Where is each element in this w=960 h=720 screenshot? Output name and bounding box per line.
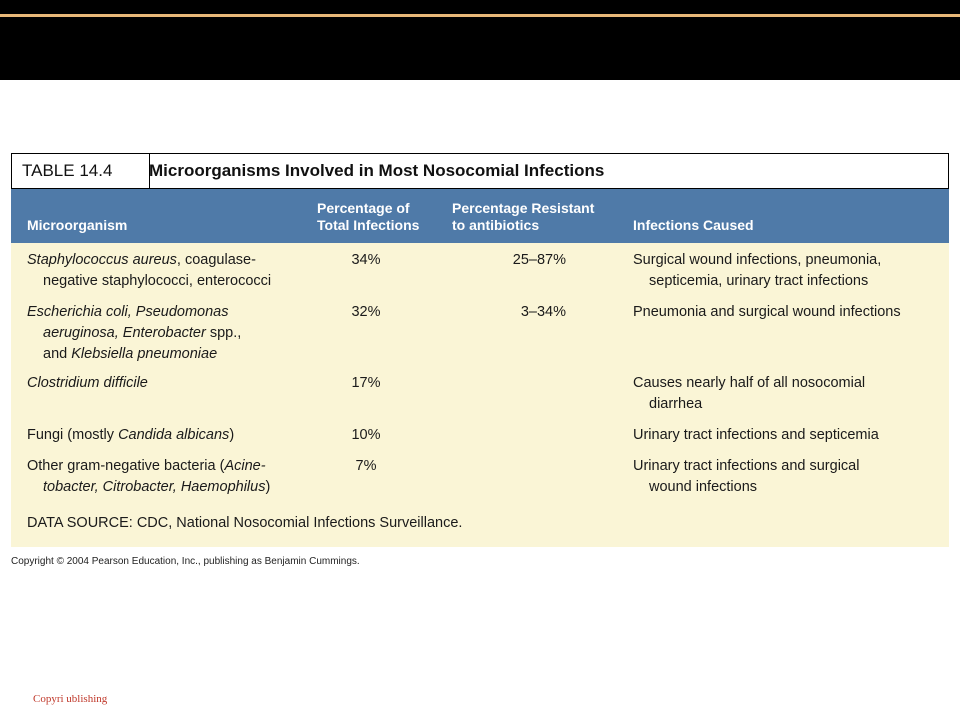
cell-infections-caused bbox=[633, 373, 865, 415]
microorganism-text: Other gram-negative bacteria ( bbox=[27, 458, 225, 474]
microorganism-text: Staphylococcus aureus bbox=[27, 252, 177, 268]
cell-percentage-total: 34% bbox=[351, 252, 381, 268]
infections-line: diarrhea bbox=[649, 396, 703, 412]
title-bar bbox=[0, 0, 960, 80]
microorganism-text: Escherichia coli, Pseudomonas bbox=[27, 304, 229, 320]
cell-percentage-total: 32% bbox=[351, 304, 381, 320]
header-infections-caused: Infections Caused bbox=[633, 217, 754, 233]
microorganism-text: Acine- bbox=[224, 458, 266, 474]
header-percentage-resistant-line2: to antibiotics bbox=[452, 217, 540, 233]
infections-line: septicemia, urinary tract infections bbox=[649, 273, 869, 289]
table-number: TABLE 14.4 bbox=[12, 154, 150, 188]
microorganism-line bbox=[27, 373, 148, 394]
data-source: DATA SOURCE: CDC, National Nosocomial Infections Surveillance. bbox=[27, 515, 463, 531]
microorganism-text: Clostridium difficile bbox=[27, 375, 148, 391]
footer-copyright: Copyri ublishing bbox=[33, 693, 108, 705]
table-title: Microorganisms Involved in Most Nosocomial Infections bbox=[149, 161, 605, 180]
cell-infections-caused bbox=[633, 250, 881, 292]
infections-line: wound infections bbox=[649, 479, 758, 495]
infections-line: Surgical wound infections, pneumonia, bbox=[633, 252, 882, 268]
cell-percentage-total: 17% bbox=[351, 375, 381, 391]
microorganism-text: Fungi (mostly bbox=[27, 427, 119, 443]
header-percentage-total-line2: Total Infections bbox=[317, 217, 420, 233]
microorganism-line bbox=[27, 302, 241, 323]
microorganism-line bbox=[27, 425, 234, 446]
microorganism-text: Candida albicans bbox=[118, 427, 230, 443]
cell-microorganism bbox=[27, 456, 270, 498]
microorganism-text: aeruginosa, Enterobacter bbox=[43, 325, 206, 341]
cell-percentage-total: 10% bbox=[351, 427, 381, 443]
table-title-row bbox=[11, 153, 949, 189]
microorganism-line bbox=[27, 250, 271, 271]
microorganism-text: negative staphylococci, enterococci bbox=[43, 273, 272, 289]
microorganism-text: ) bbox=[229, 427, 235, 443]
cell-microorganism bbox=[27, 250, 271, 292]
header-percentage-resistant-line1: Percentage Resistant bbox=[452, 200, 595, 216]
header-microorganism: Microorganism bbox=[27, 217, 128, 233]
cell-infections-caused bbox=[633, 425, 879, 446]
cell-percentage-total: 7% bbox=[355, 458, 377, 474]
header-percentage-total bbox=[317, 200, 419, 234]
microorganism-text: Klebsiella pneumoniae bbox=[71, 346, 218, 362]
cell-infections-caused bbox=[633, 302, 901, 323]
infections-line: Urinary tract infections and surgical bbox=[633, 458, 860, 474]
cell-microorganism bbox=[27, 373, 148, 394]
header-percentage-resistant bbox=[452, 200, 594, 234]
microorganism-line bbox=[27, 271, 271, 292]
microorganism-line bbox=[27, 477, 270, 498]
cell-microorganism bbox=[27, 425, 234, 446]
image-copyright: Copyright © 2004 Pearson Education, Inc., publishing as Benjamin Cummings. bbox=[11, 556, 360, 567]
microorganism-text: ) bbox=[265, 479, 271, 495]
infections-line: Urinary tract infections and septicemia bbox=[633, 427, 879, 443]
header-percentage-total-line1: Percentage of bbox=[317, 200, 410, 216]
infections-line: Causes nearly half of all nosocomial bbox=[633, 375, 866, 391]
cell-infections-caused bbox=[633, 456, 859, 498]
table-header-row bbox=[11, 189, 949, 243]
microorganism-text: spp., bbox=[205, 325, 242, 341]
table-figure bbox=[11, 153, 949, 547]
microorganism-text: , coagulase- bbox=[176, 252, 256, 268]
microorganism-line bbox=[27, 323, 241, 344]
microorganism-line bbox=[27, 344, 241, 365]
microorganism-text: tobacter, Citrobacter, Haemophilus bbox=[43, 479, 266, 495]
cell-percentage-resistant: 25–87% bbox=[512, 252, 566, 268]
microorganism-line bbox=[27, 456, 270, 477]
microorganism-text: and bbox=[43, 346, 72, 362]
infections-line: Pneumonia and surgical wound infections bbox=[633, 304, 901, 320]
cell-percentage-resistant: 3–34% bbox=[520, 304, 566, 320]
cell-microorganism bbox=[27, 302, 241, 365]
accent-line bbox=[0, 14, 960, 17]
